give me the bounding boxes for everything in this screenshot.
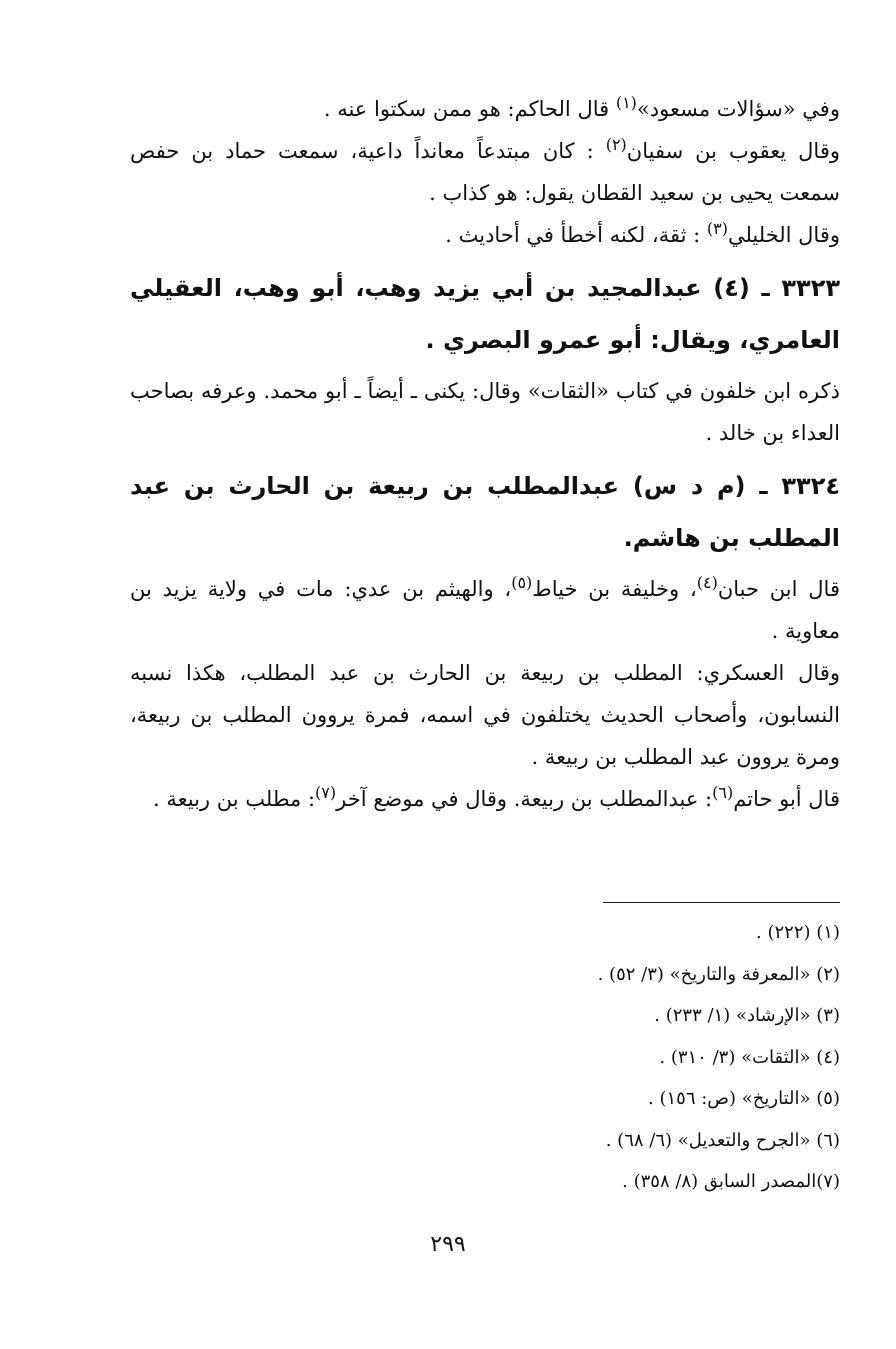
text-run: قال أبو حاتم: [733, 787, 840, 811]
paragraph-khalili: [130, 214, 840, 256]
footnote-4: (٤) «الثقات» (٣/ ٣١٠) .: [659, 1046, 840, 1068]
text-run: وفي «سؤالات مسعود»: [636, 97, 840, 121]
footnote-2: (٢) «المعرفة والتاريخ» (٣/ ٥٢) .: [597, 963, 840, 985]
footnotes: [130, 912, 840, 1203]
text-run: قال الحاكم: هو ممن سكتوا عنه .: [323, 97, 616, 121]
main-text: [130, 88, 840, 820]
text-run: : مطلب بن ربيعة .: [153, 787, 316, 811]
text-run: : كان مبتدعاً معانداً داعية، سمعت حماد بن حفص سمعت يحيى بن سعيد القطان يقول: هو كذاب .: [130, 139, 840, 205]
footnote-3: (٣) «الإرشاد» (١/ ٢٣٣) .: [654, 1005, 840, 1026]
footnote-1: (١) (٢٢٢) .: [756, 922, 840, 943]
footnote-ref: (٢): [605, 135, 627, 154]
footnote-ref: (٧): [315, 783, 337, 802]
text-run: ، وخليفة بن خياط: [532, 577, 697, 601]
page-number: ٢٩٩: [430, 1232, 466, 1257]
footnote-ref: (٥): [511, 573, 533, 592]
text-run: وقال يعقوب بن سفيان: [626, 139, 840, 163]
footnote-6: (٦) «الجرح والتعديل» (٦/ ٦٨) .: [605, 1129, 840, 1151]
paragraph-yaqub: [130, 130, 840, 214]
paragraph-3323: ذكره ابن خلفون في كتاب «الثقات» وقال: يكنى ـ أيضاً ـ أبو محمد. وعرفه بصاحب العداء بن خالد .: [130, 379, 840, 445]
entry-heading-3323: ٣٣٢٣ ـ (٤) عبدالمجيد بن أبي يزيد وهب، أبو وهب، العقيلي العامري، ويقال: أبو عمرو البصري .: [130, 274, 840, 354]
footnote-ref: (٤): [696, 573, 718, 592]
footnote-5: (٥) «التاريخ» (ص: ١٥٦) .: [648, 1088, 840, 1109]
footnote-ref: (٦): [712, 783, 734, 802]
text-run: وقال الخليلي: [727, 223, 840, 247]
footnote-7: (٧)المصدر السابق (٨/ ٣٥٨) .: [622, 1171, 840, 1192]
text-run: : عبدالمطلب بن ربيعة. وقال في موضع آخر: [336, 787, 713, 811]
footnote-ref: (١): [615, 93, 637, 112]
paragraph-ibn-hibban: [130, 568, 840, 652]
text-run: ، والهيثم بن عدي: مات في ولاية يزيد بن معاوية .: [130, 577, 840, 643]
text-run: : ثقة، لكنه أخطأ في أحاديث .: [445, 223, 707, 247]
paragraph-abu-hatim: [130, 778, 840, 820]
paragraph-askari: وقال العسكري: المطلب بن ربيعة بن الحارث بن عبد المطلب، هكذا نسبه النسابون، وأصحاب الحديث يختلفون في اسمه، فمرة يروون المطلب بن ربيعة، ومرة يروون عبد المطلب بن ربيعة .: [130, 661, 840, 769]
text-run: قال ابن حبان: [717, 577, 840, 601]
footnote-ref: (٣): [706, 219, 728, 238]
paragraph-masud: [130, 88, 840, 130]
entry-heading-3324: ٣٣٢٤ ـ (م د س) عبدالمطلب بن ربيعة بن الحارث بن عبد المطلب بن هاشم.: [130, 472, 840, 552]
footnote-separator: [603, 902, 840, 903]
